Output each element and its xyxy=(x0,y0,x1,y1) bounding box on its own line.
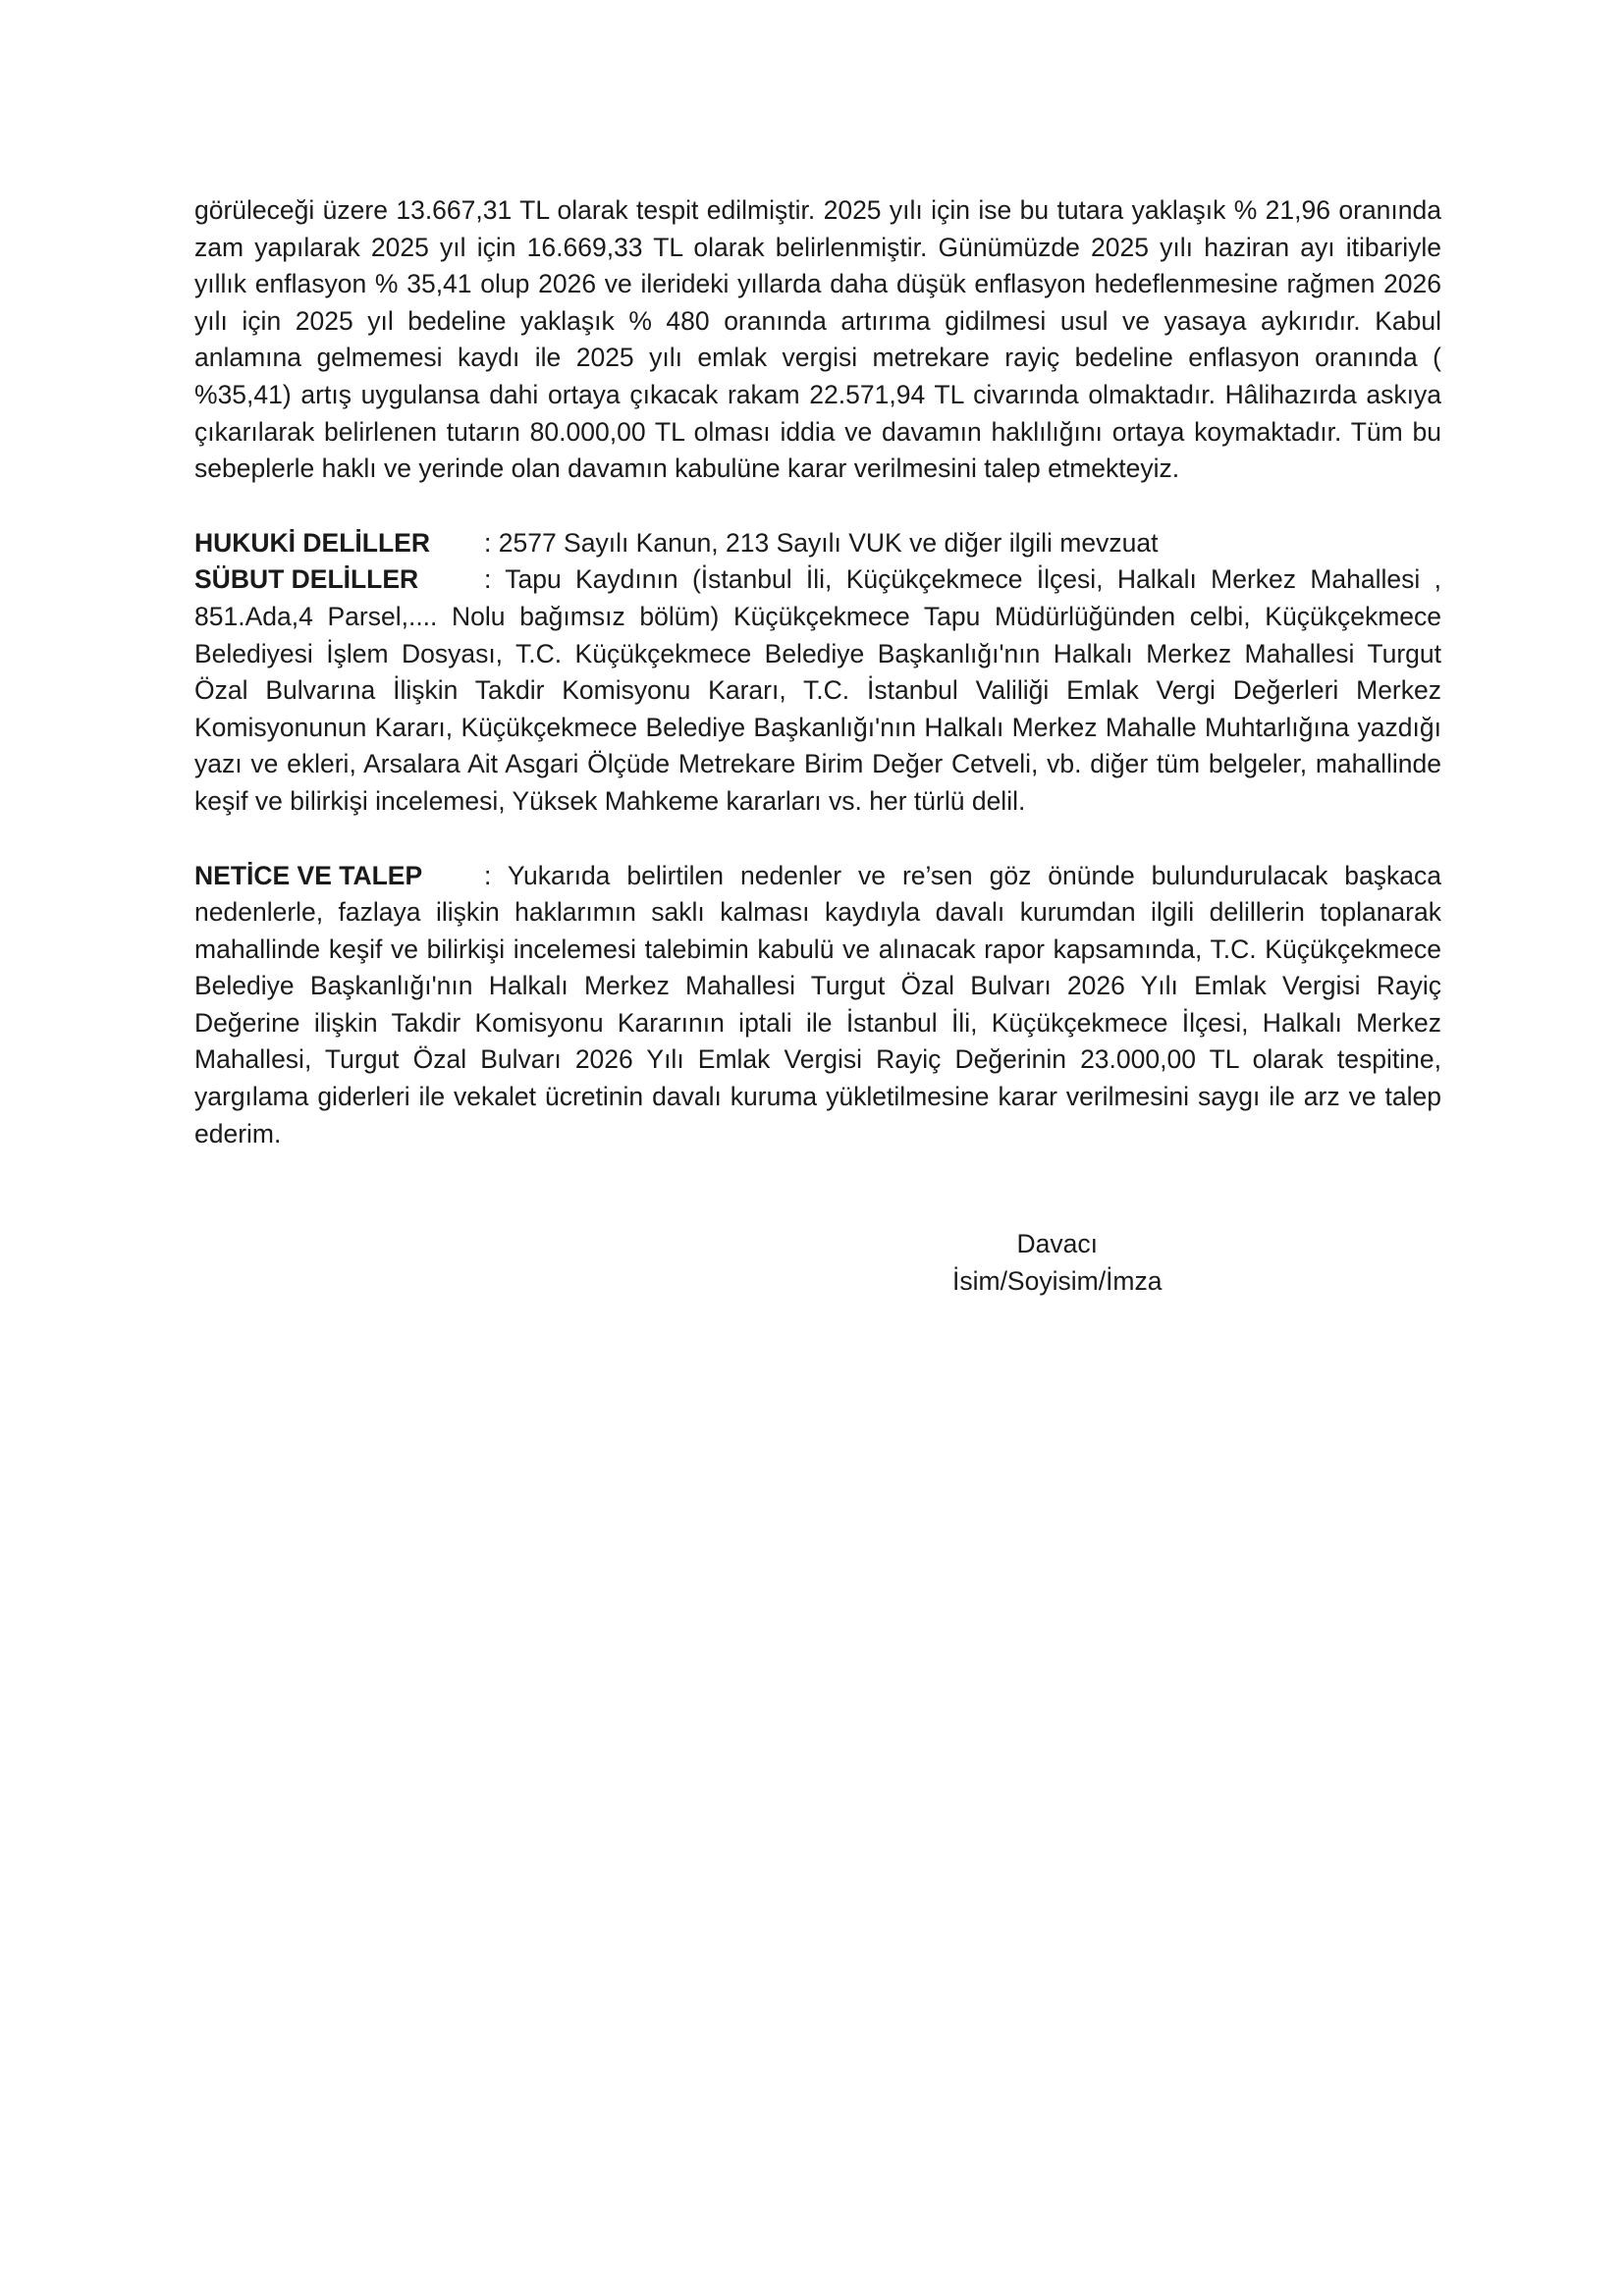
netice-section xyxy=(194,858,1441,1153)
netice-ve-talep-text: : Yukarıda belirtilen nedenler ve re’sen göz önünde bulundurulacak başkaca nedenlerle, fazlaya ilişkin haklarımın saklı kalması kaydıyla davalı kurumdan ilgili delillerin toplanarak mahallinde keşif ve bilirkişi incelemesi talebimin kabulü ve alınacak rapor kapsamında, T.C. Küçükçekmece Belediye Başkanlığı'nın Halkalı Merkez Mahallesi Turgut Özal Bulvarı 2026 Yılı Emlak Vergisi Rayiç Değerine ilişkin Takdir Komisyonu Kararının iptali ile İstanbul İli, Küçükçekmece İlçesi, Halkalı Merkez Mahallesi, Turgut Özal Bulvarı 2026 Yılı Emlak Vergisi Rayiç Değerinin 23.000,00 TL olarak tespitine, yargılama giderleri ile vekalet ücretinin davalı kuruma yükletilmesine karar verilmesini saygı ile arz ve talep ederim. xyxy=(194,860,1441,1148)
document-body xyxy=(194,192,1441,1152)
hukuki-deliller-row xyxy=(194,525,1441,562)
evidence-section xyxy=(194,525,1441,821)
signature-block xyxy=(952,1225,1163,1300)
intro-paragraph: görüleceği üzere 13.667,31 TL olarak tespit edilmiştir. 2025 yılı için ise bu tutara yaklaşık % 21,96 oranında zam yapılarak 2025 yıl için 16.669,33 TL olarak belirlenmiştir. Günümüzde 2025 yılı haziran ayı itibariyle yıllık enflasyon % 35,41 olup 2026 ve ilerideki yıllarda daha düşük enflasyon hedeflenmesine rağmen 2026 yılı için 2025 yıl bedeline yaklaşık % 480 oranında artırıma gidilmesi usul ve yasaya aykırıdır. Kabul anlamına gelmemesi kaydı ile 2025 yılı emlak vergisi metrekare rayiç bedeline enflasyon oranında ( %35,41) artış uygulansa dahi ortaya çıkacak rakam 22.571,94 TL civarında olmaktadır. Hâlihazırda askıya çıkarılarak belirlenen tutarın 80.000,00 TL olması iddia ve davamın haklılığını ortaya koymaktadır. Tüm bu sebeplerle haklı ve yerinde olan davamın kabulüne karar verilmesini talep etmekteyiz. xyxy=(194,195,1441,484)
subut-deliller-row xyxy=(194,561,1441,820)
subut-deliller-text: : Tapu Kaydının (İstanbul İli, Küçükçekmece İlçesi, Halkalı Merkez Mahallesi , 851.Ada,4 Parsel,.... Nolu bağımsız bölüm) Küçükçekmece Tapu Müdürlüğünden celbi, Küçükçekmece Belediyesi İşlem Dosyası, T.C. Küçükçekmece Belediye Başkanlığı'nın Halkalı Merkez Mahallesi Turgut Özal Bulvarına İlişkin Takdir Komisyonu Kararı, T.C. İstanbul Valiliği Emlak Vergi Değerleri Merkez Komisyonunun Kararı, Küçükçekmece Belediye Başkanlığı'nın Halkalı Merkez Mahalle Muhtarlığına yazdığı yazı ve ekleri, Arsalara Ait Asgari Ölçüde Metrekare Birim Değer Cetveli, vb. diğer tüm belgeler, mahallinde keşif ve bilirkişi incelemesi, Yüksek Mahkeme kararları vs. her türlü delil. xyxy=(194,564,1441,816)
signature-name-line: İsim/Soyisim/İmza xyxy=(952,1266,1163,1296)
hukuki-deliller-text: : 2577 Sayılı Kanun, 213 Sayılı VUK ve diğer ilgili mevzuat xyxy=(484,527,1159,558)
hukuki-deliller-label: HUKUKİ DELİLLER xyxy=(194,527,430,558)
netice-ve-talep-label: NETİCE VE TALEP xyxy=(194,860,423,890)
subut-deliller-label: SÜBUT DELİLLER xyxy=(194,564,419,595)
netice-ve-talep-row xyxy=(194,858,1441,1153)
signature-role: Davacı xyxy=(1016,1229,1098,1258)
